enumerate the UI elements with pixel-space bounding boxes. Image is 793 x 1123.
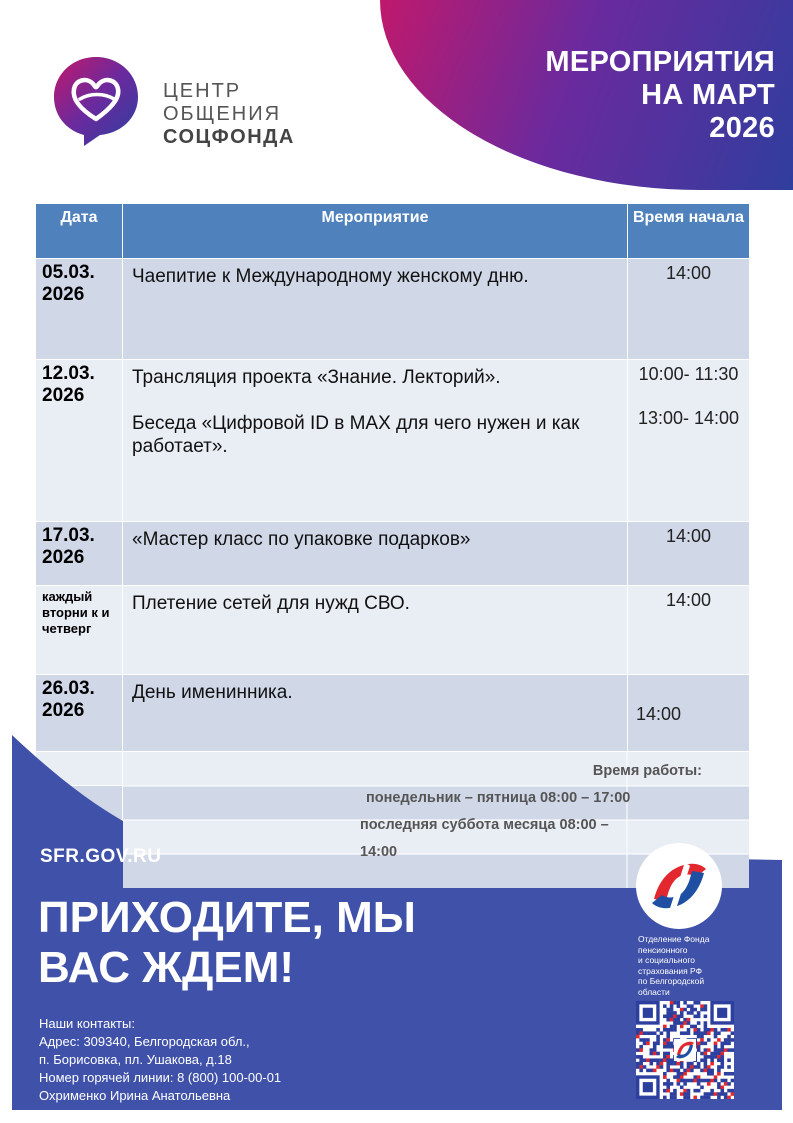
title-line-2: НА МАРТ (641, 79, 775, 111)
event-text: Беседа «Цифровой ID в MAX для чего нужен и как работает». (132, 413, 580, 457)
contacts-person: Охрименко Ирина Анатольевна (39, 1088, 231, 1103)
logo-line-3: СОЦФОНДА (163, 126, 295, 148)
contacts-address-2: п. Борисовка, пл. Ушакова, д.18 (39, 1052, 232, 1067)
event-text: День именинника. (132, 682, 293, 703)
cell-time (628, 259, 750, 360)
header-event: Мероприятие (123, 204, 628, 259)
logo-text (163, 80, 295, 149)
contacts-address-1: Адрес: 309340, Белгородская обл., (39, 1034, 250, 1049)
time-text: 14:00 (665, 590, 712, 610)
event-text: Чаепитие к Международному женскому дню. (132, 266, 529, 287)
cell-date: каждый вторни к и четверг (36, 586, 123, 675)
time-text: 14:00 (665, 526, 712, 546)
hero-line-2: ВАС ЖДЕМ! (38, 943, 295, 992)
logo-line-2: ОБЩЕНИЯ (163, 103, 282, 125)
cell-date: 26.03. 2026 (36, 675, 123, 752)
org-label-line: страхования РФ (638, 965, 703, 976)
hero-slogan (38, 893, 416, 993)
qr-code-graphic (636, 1001, 734, 1099)
page-title (475, 46, 775, 145)
header-time: Время начала (628, 204, 750, 259)
table-header-row (36, 204, 750, 259)
time-text: 14:00 (636, 704, 682, 724)
hero-line-1: ПРИХОДИТЕ, МЫ (38, 893, 416, 942)
org-label-line: пенсионного (638, 944, 688, 955)
org-label-line: по Белгородской (638, 976, 705, 986)
table-row (36, 259, 750, 360)
event-text: «Мастер класс по упаковке подарков» (132, 529, 471, 550)
title-line-3: 2026 (709, 112, 775, 144)
contacts-title: Наши контакты: (39, 1016, 135, 1031)
logo-line-1: ЦЕНТР (163, 80, 242, 102)
cell-time (628, 586, 750, 675)
org-label-line: Отделение Фонда (638, 934, 710, 944)
site-link[interactable]: SFR.GOV.RU (40, 846, 162, 867)
sfr-logo-icon (636, 843, 722, 929)
cell-event (123, 360, 628, 522)
cell-date: 05.03. 2026 (36, 259, 123, 360)
cell-event (123, 259, 628, 360)
event-text: Трансляция проекта «Знание. Лекторий». (132, 367, 501, 388)
time-text: 13:00- 14:00 (637, 408, 740, 428)
cell-event (123, 522, 628, 586)
table-row (36, 522, 750, 586)
contacts-block (39, 1015, 281, 1105)
contacts-hotline: Номер горячей линии: 8 (800) 100-00-01 (39, 1070, 282, 1085)
qr-code-icon[interactable] (636, 1001, 734, 1099)
cell-time (628, 522, 750, 586)
org-label-line: области (638, 986, 670, 997)
table-row (36, 586, 750, 675)
hours-title: Время работы: (592, 763, 702, 779)
cell-event (123, 586, 628, 675)
hours-saturday: последняя суббота месяца 08:00 – (360, 817, 609, 833)
cell-time (628, 360, 750, 522)
hours-saturday-end: 14:00 (360, 844, 398, 860)
org-label (638, 934, 738, 997)
heart-speech-bubble-icon (50, 53, 142, 148)
org-label-line: и социального (638, 955, 695, 965)
sfr-logo-badge (636, 843, 722, 929)
time-text: 14:00 (665, 263, 712, 283)
header-date: Дата (36, 204, 123, 259)
title-line-1: МЕРОПРИЯТИЯ (545, 46, 775, 78)
cell-date: 17.03. 2026 (36, 522, 123, 586)
event-text: Плетение сетей для нужд СВО. (132, 593, 410, 614)
cell-date: 12.03. 2026 (36, 360, 123, 522)
hours-weekdays: понедельник – пятница 08:00 – 17:00 (366, 790, 631, 806)
table-row (36, 360, 750, 522)
time-text: 10:00- 11:30 (638, 364, 739, 384)
